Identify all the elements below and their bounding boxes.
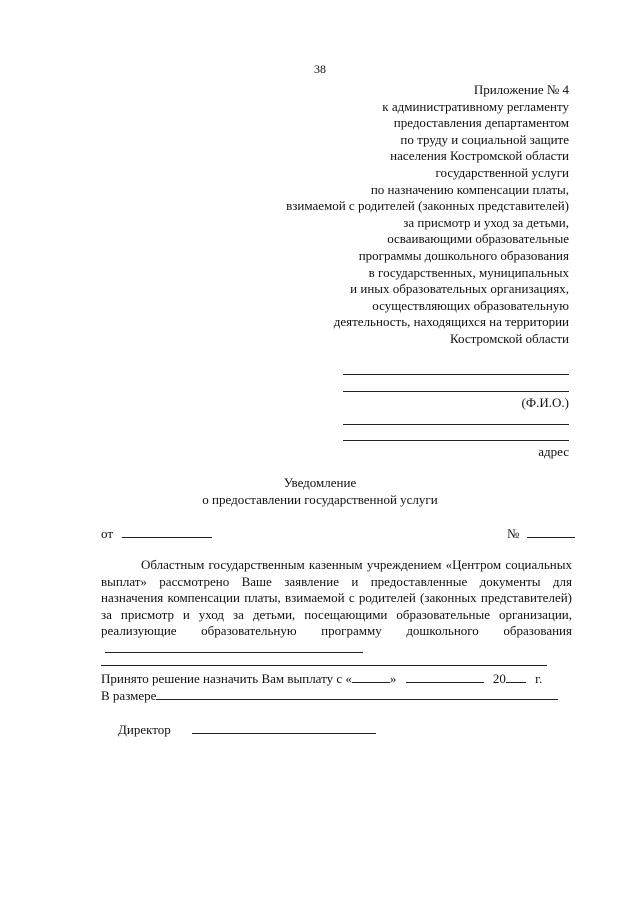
year-field[interactable]: [506, 670, 526, 683]
appendix-line: предоставления департаментом: [393, 115, 569, 131]
day-field[interactable]: [352, 670, 390, 683]
director-label: Директор: [118, 722, 171, 737]
date-row: [101, 525, 212, 542]
appendix-line: за присмотр и уход за детьми,: [403, 214, 569, 230]
amount-field[interactable]: [156, 687, 558, 700]
appendix-line: к административному регламенту: [382, 98, 569, 114]
fio-label: (Ф.И.О.): [521, 395, 569, 410]
recipient-address-line-2[interactable]: [343, 440, 569, 441]
appendix-header: [149, 82, 569, 348]
appendix-line: программы дошкольного образования: [358, 247, 569, 263]
notice-body: [101, 557, 572, 658]
page-number: 38: [314, 62, 326, 76]
amount-label: В размере: [101, 688, 157, 703]
year-suffix: г.: [535, 671, 543, 686]
appendix-line: осваивающими образовательные: [387, 231, 569, 247]
date-field[interactable]: [122, 525, 212, 538]
decision-row: [101, 670, 542, 687]
decision-prefix: Принято решение назначить Вам выплату с «: [101, 671, 352, 686]
notice-title: Уведомление: [283, 475, 357, 490]
recipient-name-line-2[interactable]: [343, 391, 569, 392]
appendix-line: Костромской области: [449, 330, 569, 346]
from-label: от: [101, 526, 114, 541]
signature-field[interactable]: [192, 721, 376, 734]
notice-subtitle: о предоставлении государственной услуги: [202, 492, 438, 507]
signature-row: [118, 721, 376, 738]
recipient-address-line-1[interactable]: [343, 424, 569, 425]
appendix-line: взимаемой с родителей (законных представителей): [286, 198, 569, 214]
amount-row: [101, 687, 558, 704]
appendix-line: государственной услуги: [435, 164, 569, 180]
appendix-line: и иных образовательных организациях,: [350, 281, 569, 297]
program-field[interactable]: [105, 640, 363, 653]
appendix-line: осуществляющих образовательную: [372, 297, 569, 313]
appendix-line: деятельность, находящихся на территории: [333, 314, 569, 330]
blank-line[interactable]: [101, 665, 547, 666]
month-field[interactable]: [406, 670, 484, 683]
appendix-line: населения Костромской области: [390, 148, 569, 164]
number-label: №: [507, 526, 520, 541]
number-row: [507, 525, 575, 542]
recipient-name-line-1[interactable]: [343, 374, 569, 375]
appendix-line: Приложение № 4: [473, 82, 569, 97]
number-field[interactable]: [527, 525, 575, 538]
body-paragraph: Областным государственным казенным учреждением «Центром социальных выплат» рассмотрено Ваше заявление и предоставленные документы для назначения компенсации платы, взимаемой с родителей (законных представителей) за присмотр и уход за детьми, посещающими образовательные организации, реализующие образовательную программу дошкольного образования: [101, 557, 572, 639]
year-prefix: 20: [492, 671, 506, 686]
decision-mid: »: [389, 671, 397, 686]
appendix-line: по назначению компенсации платы,: [370, 181, 569, 197]
appendix-line: по труду и социальной защите: [400, 131, 569, 147]
address-label: адрес: [538, 444, 569, 459]
appendix-line: в государственных, муниципальных: [368, 264, 569, 280]
